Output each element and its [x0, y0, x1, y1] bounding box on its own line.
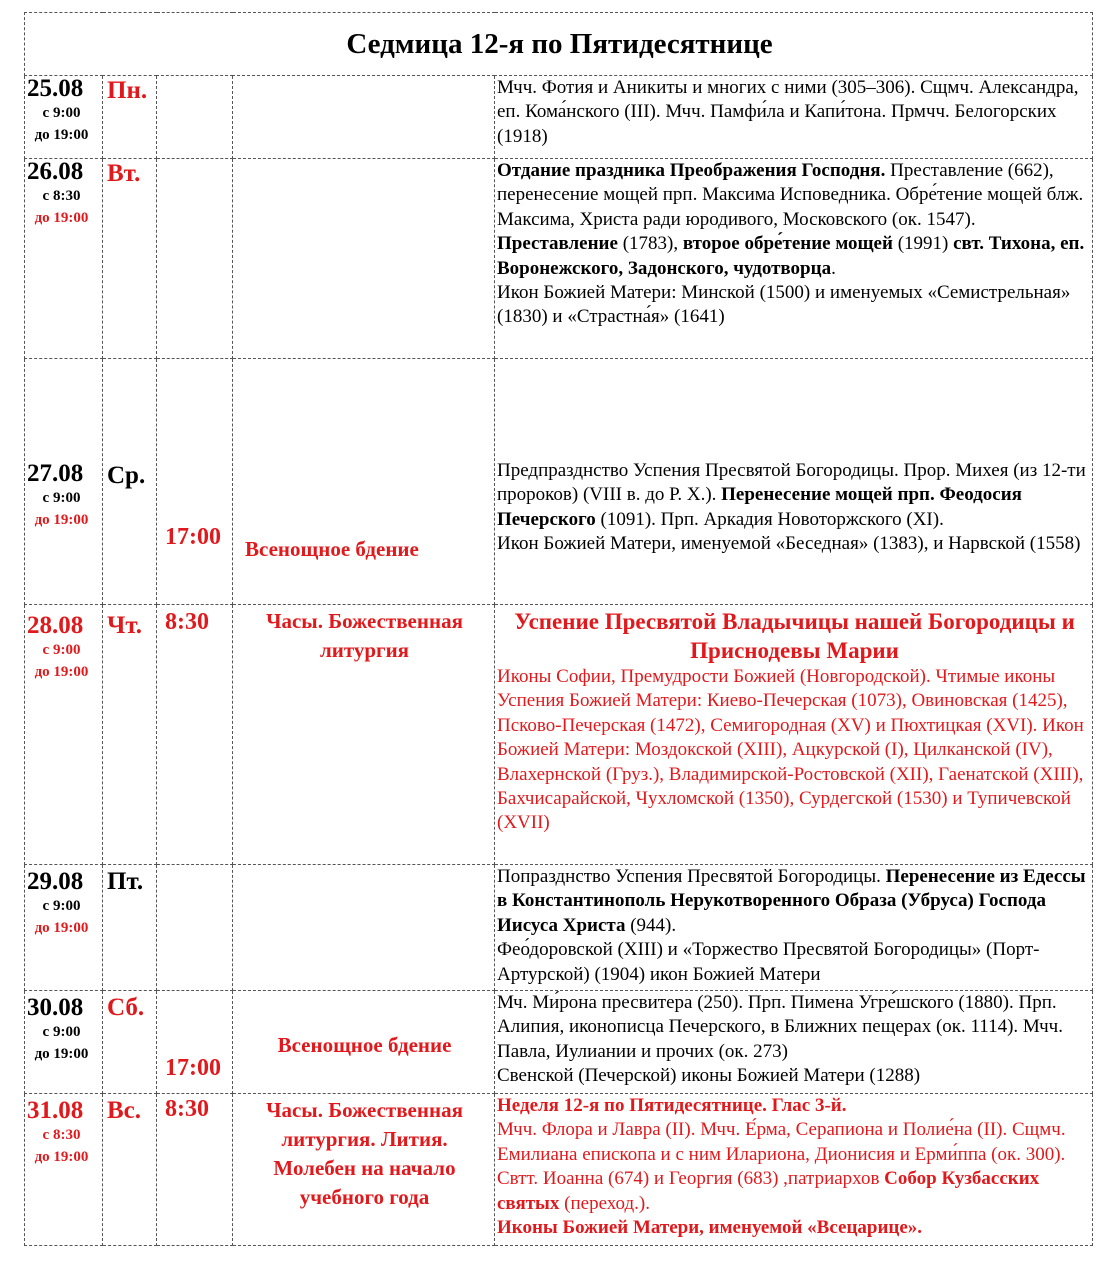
- weekday-label: Пн.: [107, 77, 148, 104]
- service-time-cell: [157, 605, 233, 865]
- feast-title: Успение Пресвятой Владычицы нашей Богородицы и Приснодевы Марии: [514, 609, 1075, 663]
- icons-text: Икон Божией Матери, именуемой «Беседная» (1383), и Нарвской (1558): [497, 533, 1081, 555]
- open-to: до 19:00: [34, 512, 89, 528]
- service-time-cell: [157, 159, 233, 359]
- open-from: с 9:00: [42, 642, 81, 658]
- description-cell: [495, 159, 1093, 359]
- description-text: [497, 865, 1092, 938]
- week-title: Неделя 12-я по Пятидесятнице. Глас 3-й.: [497, 1095, 847, 1116]
- desc-bold: Преставление: [497, 233, 618, 255]
- desc-part: Предпразднство Успения Пресвятой Богородицы. Прор. Михея (из 12-ти пророков) (VIII в. до Р. Х.).: [497, 460, 1086, 506]
- date-label: 31.08: [27, 1097, 84, 1124]
- desc-part: Преставление (662), перенесение мощей прп. Максима Исповедника. Обре́тение мощей блж. Максима, Христа ради юродивого, Московского (ок. 1547).: [497, 160, 1084, 230]
- desc-bold: второе обре́тение мощей: [682, 233, 893, 255]
- description-text: Мч. Ми́рона пресвитера (250). Прп. Пимена Угре́шского (1880). Прп. Алипия, иконописца Печерского, в Ближних пещерах (ок. 1114). Мчч. Павла, Иулиании и прочих (ок. 273): [497, 992, 1063, 1062]
- date-label: 25.08: [27, 75, 84, 102]
- service-time: 8:30: [165, 1096, 209, 1122]
- description-cell: [495, 359, 1093, 605]
- service-name-cell: [233, 991, 495, 1094]
- icon-title: Иконы Божией Матери, именуемой «Всецарице».: [497, 1217, 923, 1239]
- day-cell: [103, 1094, 157, 1246]
- service-name: Часы. Божественная литургия: [266, 609, 463, 662]
- weekday-label: Вт.: [107, 160, 141, 187]
- date-label: 26.08: [27, 158, 84, 185]
- open-from: с 8:30: [42, 1127, 81, 1143]
- title-row: [25, 13, 1093, 76]
- table-row: [25, 991, 1093, 1094]
- description-cell: [495, 1094, 1093, 1246]
- service-time: 8:30: [165, 609, 209, 635]
- open-from: с 9:00: [42, 898, 81, 914]
- service-name-cell: [233, 76, 495, 159]
- desc-bold: Перенесение из Едессы в Константинополь Нерукотворенного Образа (Убруса) Господа Иисуса Христа: [497, 866, 1086, 936]
- desc-part: (переход.).: [559, 1192, 650, 1214]
- date-label: 29.08: [27, 868, 84, 895]
- feast-bold: Отдание праздника Преображения Господня.: [497, 160, 886, 181]
- date-cell: [25, 605, 103, 865]
- table-row: [25, 359, 1093, 605]
- desc-bold: свт. Тихона, еп. Воронежского, Задонского, чудотворца: [497, 233, 1085, 279]
- service-name: Всенощное бдение: [245, 537, 419, 561]
- open-to: до 19:00: [34, 1046, 89, 1062]
- table-row: [25, 76, 1093, 159]
- weekday-label: Вс.: [107, 1097, 142, 1124]
- service-name-cell: [233, 865, 495, 991]
- desc-part: (1783),: [617, 233, 683, 255]
- day-cell: [103, 865, 157, 991]
- weekday-label: Чт.: [107, 612, 142, 639]
- open-from: с 9:00: [42, 105, 81, 121]
- desc-part: Мчч. Флора и Лавра (II). Мчч. Е́рма, Серапиона и Полие́на (II). Сщмч. Емилиана епископа и с ним Илариона, Дионисия и Ерми́ппа (ок. 300). Свтт. Иоанна (674) и Георгия (683) ,патриархов: [497, 1119, 1066, 1190]
- service-name-cell: [233, 359, 495, 605]
- service-time: 17:00: [165, 1055, 221, 1081]
- day-cell: [103, 605, 157, 865]
- open-to: до 19:00: [34, 127, 89, 143]
- open-to: до 19:00: [34, 664, 89, 680]
- weekday-label: Пт.: [107, 868, 144, 895]
- icons-text: Свенской (Печерской) иконы Божией Матери (1288): [497, 1065, 921, 1087]
- date-label: 28.08: [27, 612, 84, 639]
- table-row: [25, 1094, 1093, 1246]
- description-text: Иконы Софии, Премудрости Божией (Новгородской). Чтимые иконы Успения Божией Матери: Киево-Печерская (1073), Овиновская (1425), Псково-Печерская (1472), Семигородная (XV) и Пюхтицкая (XVI). Икон Божией Матери: Моздокской (XIII), Ацкурской (I), Цилканской (IV), Влахернской (Груз.), Владимирской-Ростовской (XII), Гаенатской (XIII), Бахчисарайской, Чухломской (1350), Сурдегской (1530) и Тупичевской (XVII): [497, 666, 1084, 834]
- icons-text: Икон Божией Матери: Минской (1500) и именуемых «Семистрельная» (1830) и «Страстна́я» (1641): [497, 282, 1071, 328]
- date-label: 27.08: [27, 460, 84, 487]
- open-to: до 19:00: [34, 210, 89, 226]
- description-cell: [495, 991, 1093, 1094]
- service-name-cell: [233, 159, 495, 359]
- service-time-cell: [157, 865, 233, 991]
- service-name-cell: [233, 605, 495, 865]
- desc-bold: Собор Кузбасских святых: [497, 1168, 1040, 1214]
- desc-part: (1091). Прп. Аркадия Новоторжского (XI).: [595, 508, 944, 530]
- date-cell: [25, 991, 103, 1094]
- desc-part: (1991): [892, 233, 954, 255]
- description-text: [497, 1118, 1092, 1216]
- service-time: 17:00: [165, 524, 221, 550]
- day-cell: [103, 991, 157, 1094]
- open-to: до 19:00: [34, 920, 89, 936]
- desc-part: .: [831, 257, 836, 279]
- service-name-cell: [233, 1094, 495, 1246]
- open-from: с 9:00: [42, 490, 81, 506]
- day-cell: [103, 359, 157, 605]
- service-time-cell: [157, 991, 233, 1094]
- schedule-table: [24, 12, 1093, 1246]
- weekday-label: Сб.: [107, 994, 145, 1021]
- description-cell: [495, 865, 1093, 991]
- service-time-cell: [157, 76, 233, 159]
- description-text: [497, 459, 1092, 532]
- description-text: [497, 159, 1092, 281]
- table-row: [25, 159, 1093, 359]
- desc-part: (944).: [625, 914, 677, 936]
- open-from: с 9:00: [42, 1024, 81, 1040]
- service-time-cell: [157, 1094, 233, 1246]
- date-cell: [25, 76, 103, 159]
- date-cell: [25, 1094, 103, 1246]
- open-from: с 8:30: [42, 188, 81, 204]
- description-cell: [495, 76, 1093, 159]
- table-row: [25, 865, 1093, 991]
- desc-part: Попразднство Успения Пресвятой Богородицы.: [497, 866, 886, 887]
- service-name: Всенощное бдение: [277, 1033, 452, 1057]
- page-title: Седмица 12-я по Пятидесятнице: [25, 13, 1093, 76]
- desc-bold: Перенесение мощей прп. Феодосия Печерского: [497, 484, 1022, 530]
- description-cell: [495, 605, 1093, 865]
- description-text: Мчч. Фотия и Аникиты и многих с ними (305–306). Сщмч. Александра, еп. Кома́нского (III). Мчч. Памфи́ла и Капи́тона. Прмчч. Белогорских (1918): [497, 77, 1079, 147]
- date-cell: [25, 159, 103, 359]
- date-cell: [25, 359, 103, 605]
- service-name: Часы. Божественная литургия. Лития. Молебен на начало учебного года: [266, 1098, 463, 1209]
- date-label: 30.08: [27, 994, 84, 1021]
- service-time-cell: [157, 359, 233, 605]
- open-to: до 19:00: [34, 1149, 89, 1165]
- icons-text: Фео́доровской (XIII) и «Торжество Пресвятой Богородицы» (Порт-Артурской) (1904) икон Божией Матери: [497, 939, 1040, 985]
- day-cell: [103, 159, 157, 359]
- table-row: [25, 605, 1093, 865]
- day-cell: [103, 76, 157, 159]
- weekday-label: Ср.: [107, 462, 146, 489]
- date-cell: [25, 865, 103, 991]
